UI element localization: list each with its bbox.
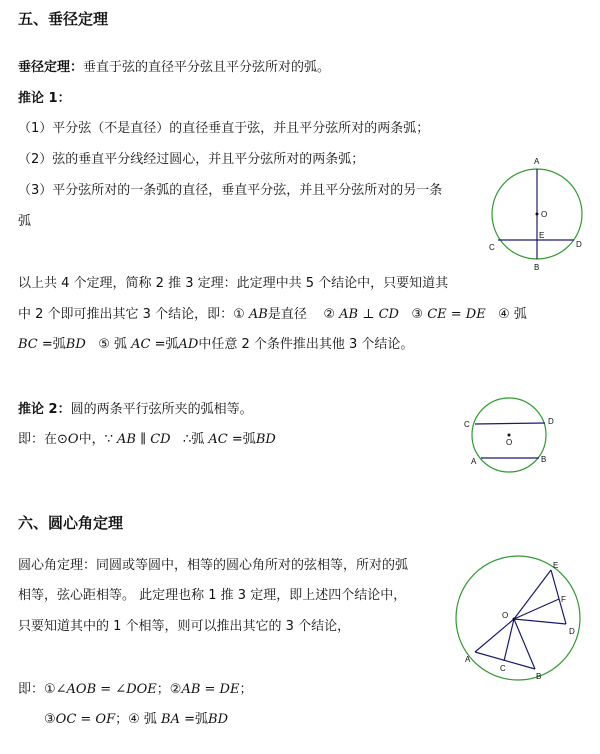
- label-b: B: [541, 455, 547, 464]
- math-ba: BA: [161, 712, 180, 727]
- theorem-statement: [18, 56, 330, 75]
- math-ab: AB: [248, 307, 268, 322]
- chord-cd: [475, 423, 545, 424]
- math-bd: BD: [208, 712, 229, 727]
- corollary1-item1: （1）平分弦（不是直径）的直径垂直于弦，并且平分弦所对的两条弧；: [18, 121, 430, 136]
- summary-line1: 以上共 4 个定理，简称 2 推 3 定理：此定理中共 5 个结论中，只要知道其: [18, 276, 449, 291]
- center-point: [536, 213, 539, 216]
- equation-line1: [18, 678, 252, 697]
- summary-text: 中 2 个即可推出其它 3 个结论，即：①: [18, 307, 245, 322]
- label-o: O: [502, 611, 509, 620]
- eq-text: ；②: [156, 682, 182, 697]
- label-a: A: [471, 457, 477, 466]
- label-c: C: [464, 420, 470, 429]
- corollary1-label: 推论 1：: [18, 91, 71, 106]
- summary-text: ③: [411, 307, 424, 322]
- summary-text: ④ 弧: [498, 307, 527, 322]
- summary-text: =弧: [154, 337, 179, 352]
- label-d: D: [548, 417, 554, 426]
- center-point: [508, 434, 511, 437]
- summary-text: =弧: [41, 337, 66, 352]
- theorem-text: 垂直于弦的直径平分弦且平分弦所对的弧。: [83, 60, 331, 75]
- corollary1-item3-line2: 弧: [18, 214, 32, 229]
- eq-text: =弧: [184, 712, 209, 727]
- label-o: O: [506, 438, 513, 447]
- radius-oe: [514, 570, 551, 619]
- radius-od: [514, 619, 566, 624]
- summary-text: ②: [323, 307, 336, 322]
- label-e: E: [539, 231, 545, 240]
- label-a: A: [534, 157, 540, 166]
- math-angle-equal: ∠AOB = ∠DOE: [55, 682, 157, 697]
- central-angle-line2: 相等，弦心距相等。 此定理也称 1 推 3 定理，即上述四个结论中，: [18, 588, 407, 603]
- label-e: E: [553, 561, 559, 570]
- math-bc: BC: [18, 337, 38, 352]
- corollary2-text: 圆的两条平行弦所夹的弧相等。: [70, 402, 253, 417]
- math-distance-equal: OC = OF: [55, 712, 116, 727]
- example-text: ∴弧: [183, 432, 205, 447]
- central-angle-line1: 圆心角定理：同圆或等圆中，相等的圆心角所对的弦相等，所对的弧: [18, 558, 409, 573]
- figure-parallel-chords: [458, 392, 558, 476]
- radius-ob: [514, 619, 535, 669]
- theorem-label: 垂径定理：: [18, 60, 84, 75]
- summary-line2: [18, 303, 527, 322]
- circle: [456, 556, 580, 680]
- section5-heading: 五、垂径定理: [18, 10, 109, 28]
- figure-perpendicular-diameter: [484, 154, 594, 274]
- eq-text: ；: [239, 682, 253, 697]
- summary-text: 中任意 2 个条件推出其他 3 个结论。: [198, 337, 414, 352]
- radius-oa: [475, 619, 514, 652]
- math-perpendicular: AB ⊥ CD: [339, 307, 399, 322]
- eq-text: 即：①: [18, 682, 56, 697]
- corollary1-item3-line1: （3）平分弦所对的一条弧的直径，垂直平分弦，并且平分弦所对的另一条: [18, 183, 443, 198]
- label-d: D: [569, 627, 575, 636]
- math-parallel: AB ∥ CD: [117, 432, 171, 447]
- summary-text: ⑤ 弧: [98, 337, 127, 352]
- segment-of: [514, 599, 559, 619]
- corollary2-label: 推论 2：: [18, 402, 71, 417]
- label-c: C: [500, 664, 506, 673]
- label-a: A: [465, 655, 471, 664]
- example-text: 即：在⊙: [18, 432, 68, 447]
- central-angle-line3: 只要知道其中的 1 个相等，则可以推出其它的 3 个结论，: [18, 619, 351, 634]
- eq-text: ③: [44, 712, 56, 727]
- label-b: B: [536, 672, 542, 681]
- example-text: 中，∵: [78, 432, 113, 447]
- math-ac: AC: [131, 337, 151, 352]
- corollary2-statement: [18, 398, 253, 417]
- section6-heading: 六、圆心角定理: [18, 514, 124, 532]
- corollary1-item2: （2）弦的垂直平分线经过圆心，并且平分弦所对的两条弧；: [18, 152, 365, 167]
- label-d: D: [576, 240, 582, 249]
- math-equal: CE = DE: [427, 307, 486, 322]
- math-bd: BD: [65, 337, 86, 352]
- label-f: F: [561, 595, 566, 604]
- corollary2-example: [18, 428, 276, 447]
- math-o: O: [67, 432, 79, 447]
- figure-central-angle: [452, 552, 592, 684]
- label-c: C: [489, 243, 495, 252]
- center-point: [513, 618, 516, 621]
- summary-text: 是直径: [267, 307, 307, 322]
- summary-line3: [18, 333, 413, 352]
- math-chord-equal: AB = DE: [181, 682, 240, 697]
- math-ac: AC: [208, 432, 228, 447]
- math-bd: BD: [255, 432, 276, 447]
- eq-text: ；④ 弧: [115, 712, 157, 727]
- math-ad: AD: [178, 337, 199, 352]
- equation-line2: [44, 708, 228, 727]
- segment-oc: [504, 619, 514, 661]
- label-o: O: [541, 210, 548, 219]
- example-text: =弧: [231, 432, 256, 447]
- label-b: B: [534, 263, 540, 272]
